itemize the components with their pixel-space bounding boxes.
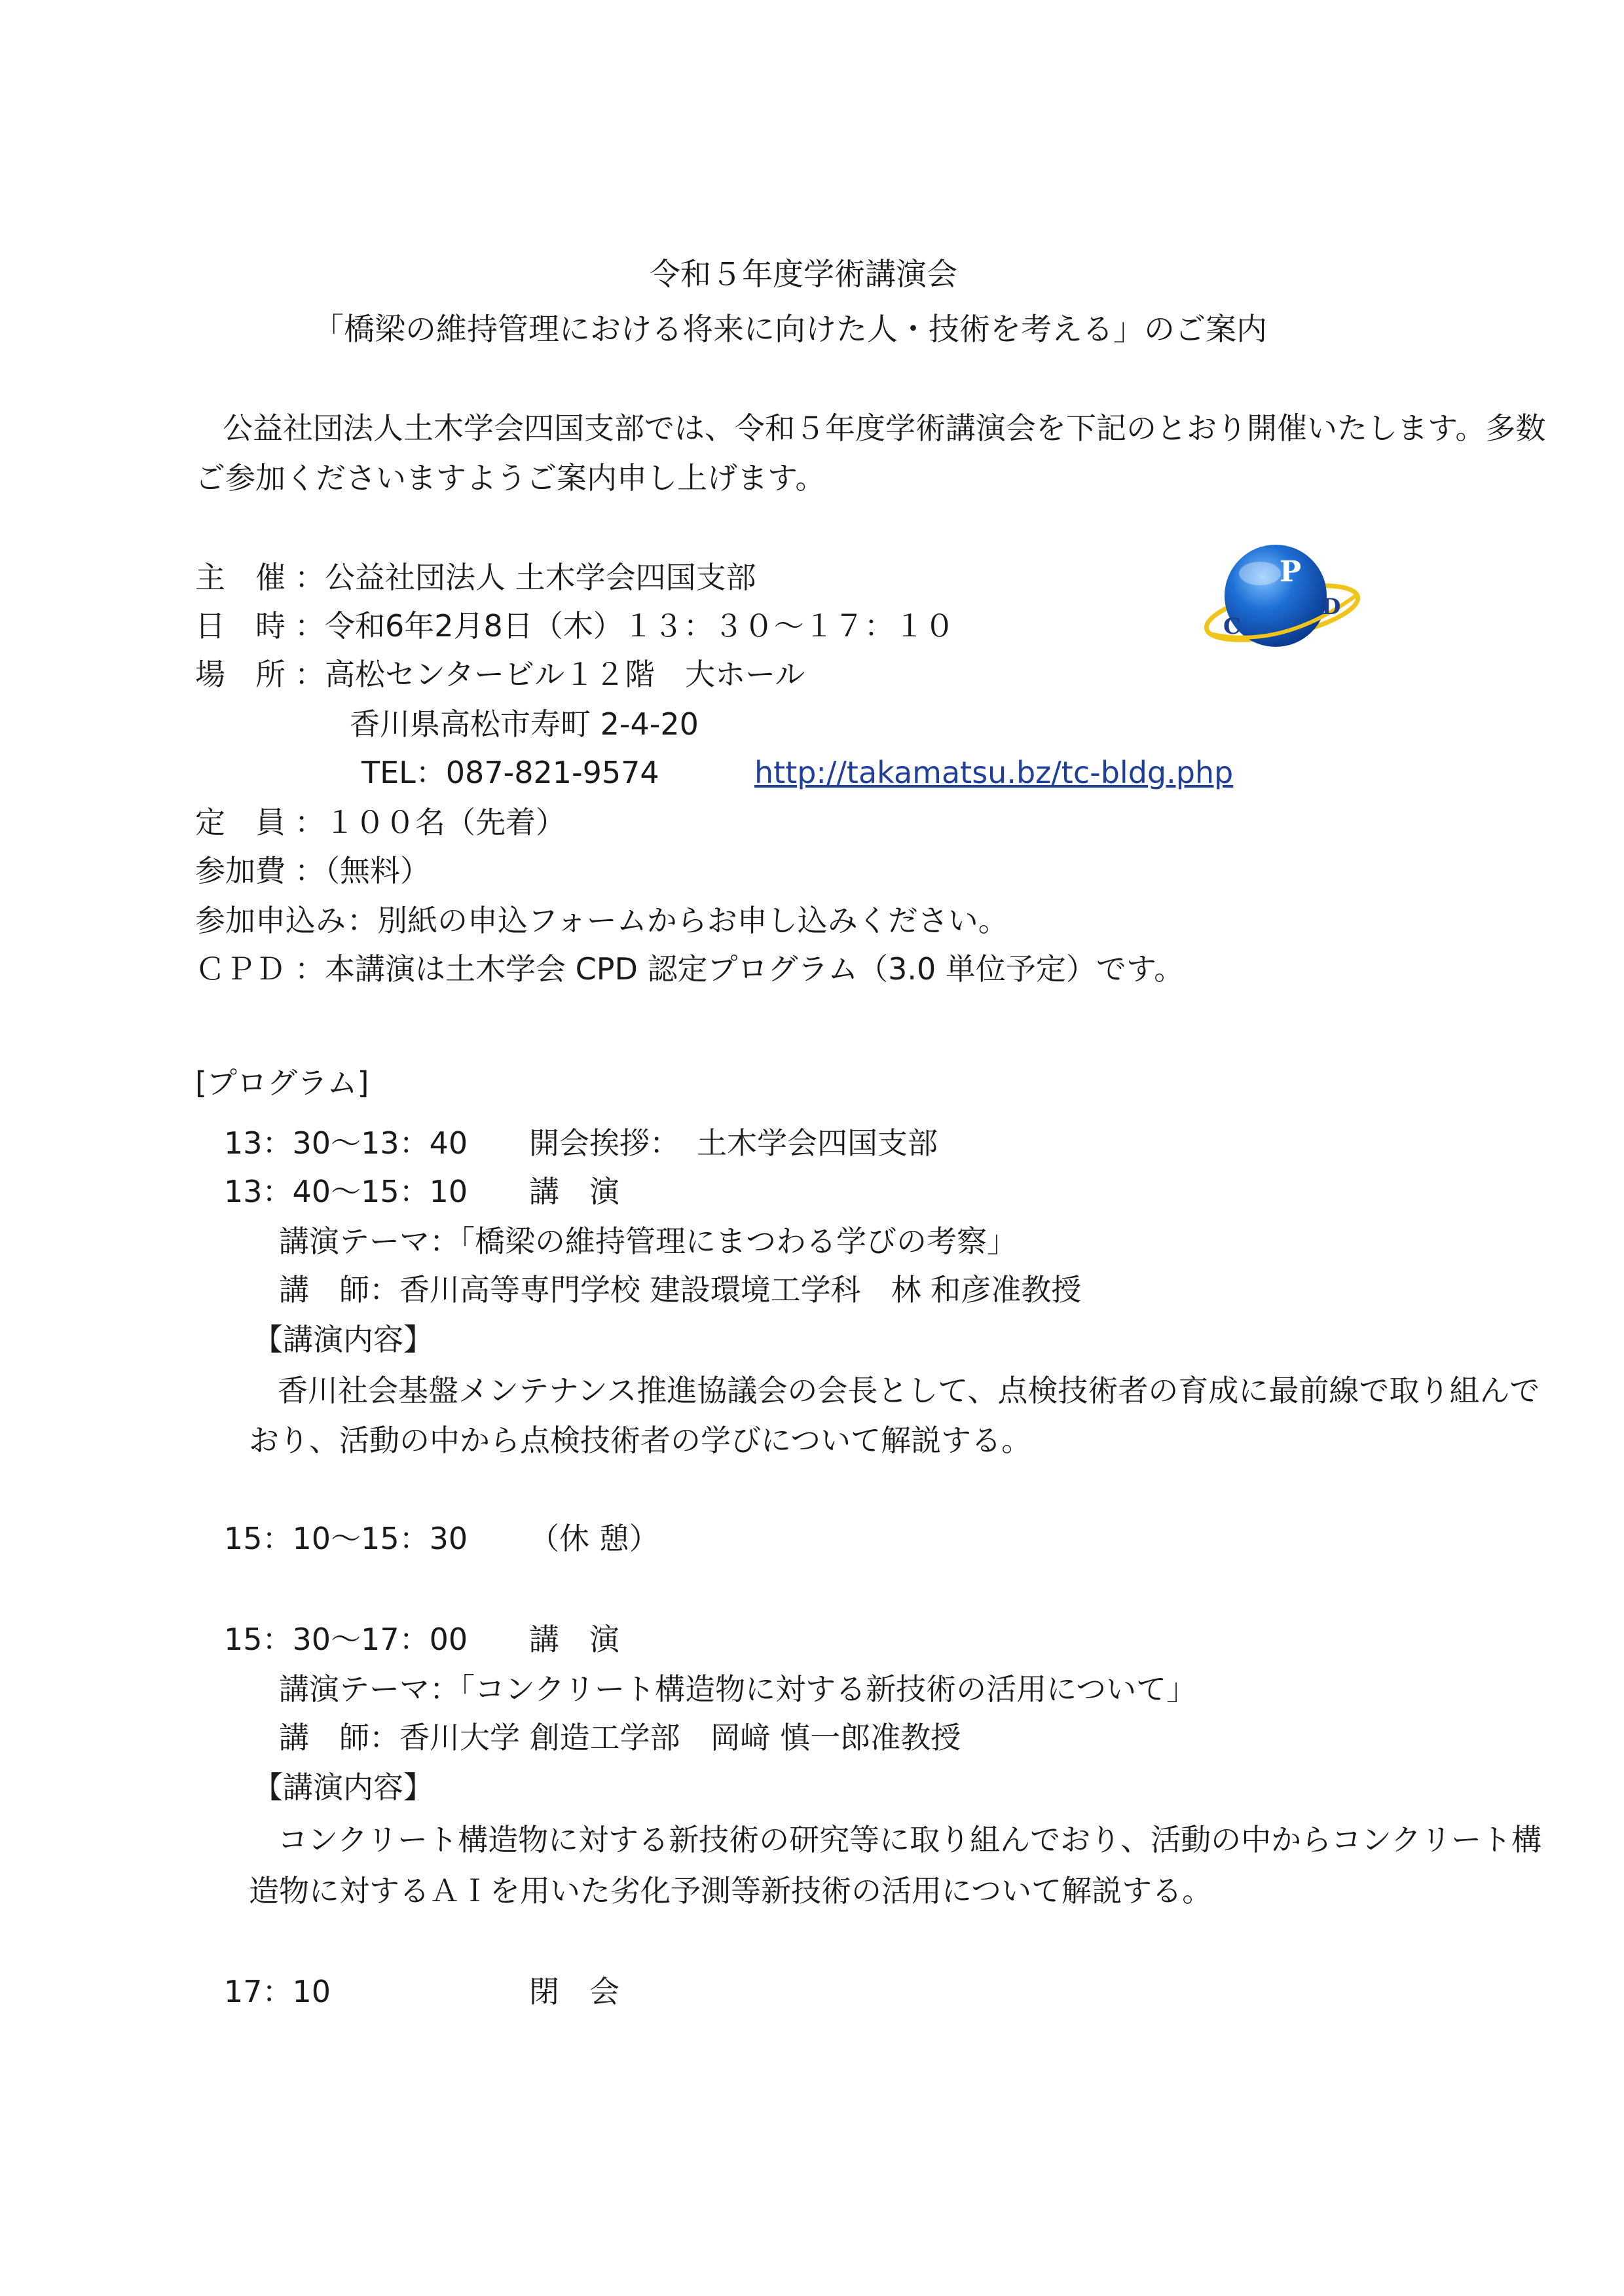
venue-url-link[interactable]: http://takamatsu.bz/tc-bldg.php [754, 755, 1234, 790]
program-heading: [プログラム] [195, 1065, 369, 1101]
break-time: 15：10～15：30 [224, 1521, 468, 1556]
cpd-label: ＣＰＤ [195, 951, 286, 987]
application-value: ：別紙の申込フォームからお申し込みください。 [347, 903, 1008, 938]
lecture2-theme: 講演テーマ：「コンクリート構造物に対する新技術の活用について」 [279, 1671, 1197, 1707]
intro-line-1: 公益社団法人土木学会四国支部では、令和５年度学術講演会を下記のとおり開催いたします。多数 [223, 410, 1546, 446]
cpd-logo-icon [1197, 536, 1364, 660]
datetime-value: ：令和6年2月8日（木）１３：３０～１７：１０ [295, 608, 955, 644]
lecture1-content-line-1: 香川社会基盤メンテナンス推進協議会の会長として、点検技術者の育成に最前線で取り組んで [278, 1373, 1540, 1408]
page-title: 令和５年度学術講演会 [650, 257, 957, 293]
fee-value: ：（無料） [295, 853, 430, 888]
closing-label: 閉 会 [529, 1974, 619, 2009]
lecture1-time: 13：40～15：10 [224, 1174, 468, 1209]
lecture1-theme: 講演テーマ：「橋梁の維持管理にまつわる学びの考察」 [279, 1224, 1017, 1259]
lecture2-time: 15：30～17：00 [224, 1622, 468, 1657]
lecture2-speaker: 講 師：香川大学 創造工学部 岡﨑 慎一郎准教授 [279, 1720, 961, 1755]
venue-label: 場 所 [195, 657, 286, 692]
datetime-label: 日 時 [195, 608, 286, 644]
lecture1-content-line-2: おり、活動の中から点検技術者の学びについて解説する。 [249, 1423, 1032, 1458]
opening-time: 13：30～13：40 [224, 1125, 468, 1161]
venue-tel: TEL：087-821-9574 [361, 755, 659, 790]
lecture1-speaker: 講 師：香川高等専門学校 建設環境工学科 林 和彦准教授 [279, 1272, 1082, 1307]
application-label: 参加申込み [195, 903, 346, 938]
lecture1-content-heading: 【講演内容】 [253, 1322, 434, 1357]
capacity-label: 定 員 [195, 805, 286, 840]
cpd-logo-letter-p: P [1280, 555, 1302, 589]
lecture2-content-line-2: 造物に対するＡＩを用いた劣化予測等新技術の活用について解説する。 [249, 1873, 1213, 1908]
closing-time: 17：10 [224, 1974, 331, 2009]
cpd-value: ：本講演は土木学会 CPD 認定プログラム（3.0 単位予定）です。 [295, 951, 1185, 987]
fee-label: 参加費 [195, 853, 286, 888]
organizer-value: ：公益社団法人 土木学会四国支部 [295, 560, 756, 595]
lecture2-content-line-1: コンクリート構造物に対する新技術の研究等に取り組んでおり、活動の中からコンクリート構 [278, 1822, 1542, 1857]
lecture2-label: 講 演 [529, 1622, 619, 1657]
cpd-logo-letter-c: C [1223, 613, 1242, 640]
lecture1-label: 講 演 [529, 1174, 619, 1209]
venue-value: ：高松センタービル１２階 大ホール [295, 657, 805, 692]
break-label: （休 憩） [529, 1521, 659, 1556]
organizer-label: 主 催 [195, 560, 286, 595]
lecture2-content-heading: 【講演内容】 [253, 1770, 434, 1805]
cpd-logo-letter-d: D [1321, 594, 1341, 620]
capacity-value: ：１００名（先着） [295, 805, 566, 840]
opening-label: 開会挨拶： [529, 1125, 680, 1161]
opening-value: 土木学会四国支部 [697, 1125, 938, 1161]
venue-address: 香川県高松市寿町 2-4-20 [350, 706, 699, 742]
intro-line-2: ご参加くださいますようご案内申し上げます。 [195, 460, 826, 496]
page-subtitle: 「橋梁の維持管理における将来に向けた人・技術を考える」のご案内 [313, 312, 1267, 348]
